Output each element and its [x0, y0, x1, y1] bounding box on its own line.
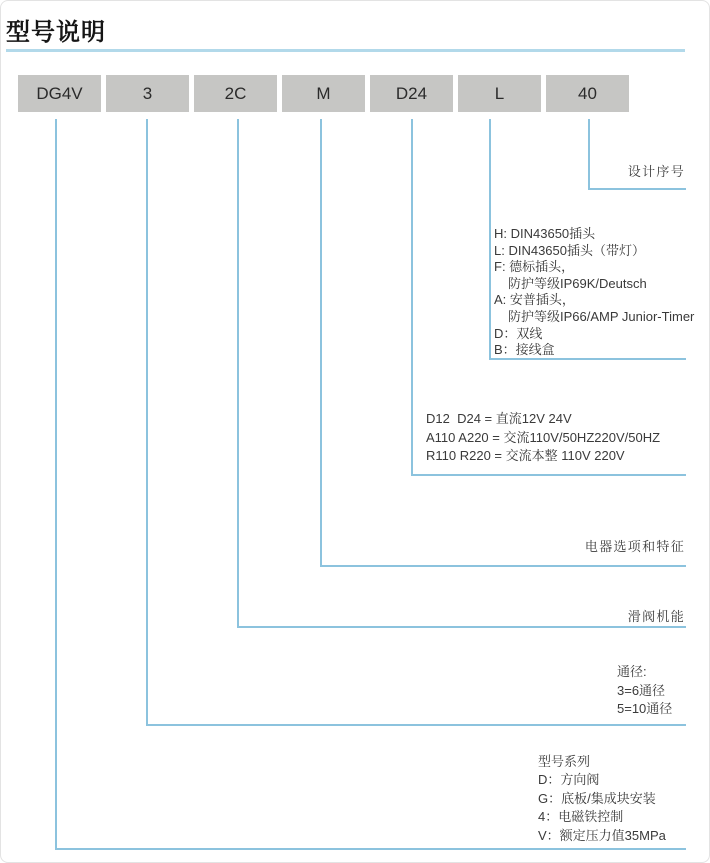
- callout-text: R110 R220 = 交流本整 110V 220V: [426, 448, 625, 464]
- callout-text: H: DIN43650插头: [494, 226, 596, 241]
- callout-text: G：底板/集成块安装: [538, 790, 656, 806]
- connector-electrical-options-vertical-line: [320, 119, 322, 567]
- callout-text: B：接线盒: [494, 342, 555, 358]
- callout-text: A: 安普插头，: [494, 292, 575, 308]
- model-code-segment-m: M: [282, 75, 365, 112]
- callout-text: 3=6通径: [617, 682, 666, 698]
- model-code-segment-40: 40: [546, 75, 629, 112]
- callout-model-series: [538, 753, 666, 845]
- connector-plug-type-vertical-line: [489, 119, 491, 360]
- model-code-segment-dg4v: DG4V: [18, 75, 101, 112]
- connector-port-size-horizontal-line: [146, 724, 686, 726]
- page-title: 型号说明: [6, 19, 106, 46]
- model-code-segment-l: L: [458, 75, 541, 112]
- callout-text: 5=10通径: [617, 701, 673, 717]
- callout-text: D12 D24 = 直流12V 24V: [426, 411, 572, 426]
- connector-electrical-options-horizontal-line: [320, 565, 686, 567]
- connector-model-series-horizontal-line: [55, 848, 686, 850]
- callout-text: 设计序号: [627, 164, 685, 179]
- connector-design-number-vertical-line: [588, 119, 590, 190]
- callout-design-number: [628, 161, 685, 180]
- callout-text: A110 A220 = 交流110V/50HZ220V/50HZ: [426, 429, 661, 445]
- callout-text: 防护等级IP66/AMP Junior-Timer: [508, 308, 695, 324]
- callout-text: D：双线: [494, 325, 543, 341]
- callout-text: 防护等级IP69K/Deutsch: [508, 275, 647, 291]
- connector-model-series-vertical-line: [55, 119, 57, 850]
- callout-spool-function: [628, 606, 685, 625]
- connector-spool-function-horizontal-line: [237, 626, 686, 628]
- connector-voltage-vertical-line: [411, 119, 413, 476]
- callout-text: 4：电磁铁控制: [538, 809, 624, 825]
- callout-port-size: [617, 663, 672, 719]
- model-code-segment-2c: 2C: [194, 75, 277, 112]
- callout-text: 电器选项和特征: [584, 539, 685, 554]
- callout-text: D：方向阀: [538, 772, 600, 788]
- callout-text: V：额定压力值35MPa: [538, 827, 666, 843]
- callout-text: 型号系列: [538, 754, 591, 769]
- callout-text: 通径:: [617, 664, 647, 679]
- connector-spool-function-vertical-line: [237, 119, 239, 628]
- connector-port-size-vertical-line: [146, 119, 148, 726]
- model-code-segment-d24: D24: [370, 75, 453, 112]
- connector-voltage-horizontal-line: [411, 474, 686, 476]
- callout-text: F: 德标插头，: [494, 259, 575, 275]
- callout-plug-type: [494, 226, 694, 359]
- callout-text: 滑阀机能: [627, 609, 685, 624]
- connector-design-number-horizontal-line: [588, 188, 686, 190]
- callout-text: L: DIN43650插头（带灯）: [494, 242, 645, 258]
- title-underline: [6, 49, 685, 52]
- callout-voltage-options: [426, 410, 660, 466]
- model-code-segment-3: 3: [106, 75, 189, 112]
- callout-electrical-options: [585, 536, 685, 555]
